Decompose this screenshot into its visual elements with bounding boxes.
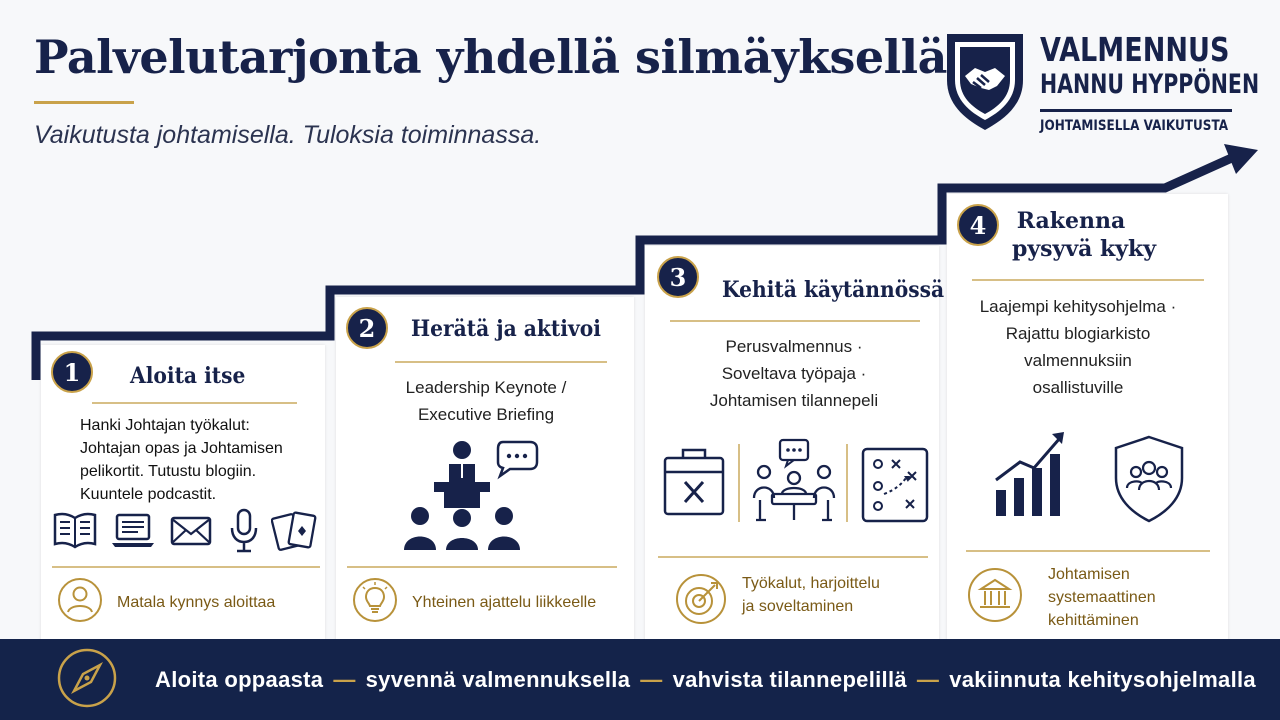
- summary-part: vakiinnuta kehitysohjelmalla: [949, 667, 1256, 692]
- icon-separator: [846, 444, 848, 522]
- team-shield-icon: [1112, 434, 1186, 524]
- step-3-number: 3: [657, 256, 699, 298]
- step-2-description: [386, 374, 586, 428]
- step-1-description: [80, 414, 283, 506]
- laptop-icon: [110, 512, 156, 550]
- step-4-title: [1012, 207, 1157, 263]
- step-3-desc-line: Johtamisen tilannepeli: [709, 391, 879, 410]
- step-2-footer-line: Yhteinen ajattelu liikkeelle: [412, 594, 597, 611]
- step-2-divider: [395, 361, 607, 363]
- page-subtitle: Vaikutusta johtamisella. Tuloksia toiminnassa.: [34, 121, 542, 149]
- step-4-desc-line: Laajempi kehitysohjelma ·: [979, 297, 1177, 316]
- envelope-icon: [169, 514, 213, 548]
- target-icon: [675, 573, 727, 625]
- meeting-icon: [752, 438, 836, 524]
- tactics-board-icon: [860, 446, 930, 524]
- step-4-desc-line: Rajattu blogiarkisto: [1005, 324, 1151, 343]
- step-2-desc-line: Executive Briefing: [417, 405, 555, 424]
- step-3-description: [694, 333, 894, 414]
- step-1-desc-line: pelikortit. Tutustu blogiin.: [80, 463, 257, 480]
- cards-icon: [271, 508, 319, 554]
- step-1-footer: [117, 591, 275, 614]
- step-2-number: 2: [346, 307, 388, 349]
- speaker-podium-icon: [400, 438, 540, 554]
- step-4-desc-line: valmennuksiin: [1024, 351, 1132, 370]
- step-1-number: 1: [51, 351, 93, 393]
- step-3-footer-divider: [658, 556, 928, 558]
- step-4-footer-line: Johtamisen: [1048, 566, 1130, 583]
- summary-separator: —: [333, 667, 356, 692]
- step-4-description: [978, 293, 1178, 401]
- step-2-title: Herätä ja aktivoi: [411, 316, 601, 342]
- step-2-footer-divider: [347, 566, 617, 568]
- step-1-title: Aloita itse: [130, 363, 246, 389]
- step-1-desc-line: Kuuntele podcastit.: [80, 486, 217, 503]
- step-4-footer-line: systemaattinen: [1048, 589, 1156, 606]
- logo-name-line1: VALMENNUS: [1040, 30, 1230, 69]
- step-3-divider: [670, 320, 920, 322]
- microphone-icon: [228, 508, 260, 554]
- summary-separator: —: [916, 667, 940, 692]
- summary-separator: —: [640, 667, 663, 692]
- compass-icon: [56, 647, 118, 709]
- institution-icon: [967, 567, 1023, 623]
- step-1-divider: [92, 402, 297, 404]
- step-2-footer: [412, 591, 596, 614]
- logo-name-line2: HANNU HYPPÖNEN: [1040, 69, 1260, 100]
- lightbulb-icon: [352, 577, 398, 623]
- step-4-number: 4: [957, 204, 999, 246]
- growth-chart-icon: [990, 428, 1070, 520]
- toolbox-icon: [661, 444, 727, 518]
- step-1-footer-line: Matala kynnys aloittaa: [117, 594, 276, 611]
- step-3-desc-line: Perusvalmennus ·: [725, 337, 863, 356]
- step-1-desc-line: Johtajan opas ja Johtamisen: [80, 440, 283, 457]
- page-title: Palvelutarjonta yhdellä silmäyksellä: [34, 30, 947, 84]
- step-4-divider: [972, 279, 1204, 281]
- summary-part: vahvista tilannepelillä: [672, 667, 907, 692]
- logo-tagline: JOHTAMISELLA VAIKUTUSTA: [1040, 118, 1229, 134]
- step-3-footer-line: ja soveltaminen: [742, 598, 854, 615]
- book-icon: [52, 510, 98, 550]
- step-3-footer-line: Työkalut, harjoittelu: [742, 575, 880, 592]
- summary-text: [155, 667, 1256, 693]
- title-underline: [34, 101, 134, 104]
- step-2-desc-line: Leadership Keynote /: [405, 378, 567, 397]
- step-4-footer-line: kehittäminen: [1048, 612, 1139, 629]
- handshake-shield-icon: [943, 28, 1027, 132]
- step-1-desc-line: Hanki Johtajan työkalut:: [80, 417, 250, 434]
- step-4-title-line: Rakenna: [1016, 208, 1126, 234]
- step-1-footer-divider: [52, 566, 320, 568]
- step-3-title: Kehitä käytännössä: [722, 277, 945, 303]
- step-3-footer: [742, 572, 880, 618]
- summary-part: Aloita oppaasta: [155, 667, 324, 692]
- step-4-desc-line: osallistuville: [1032, 378, 1124, 397]
- summary-part: syvennä valmennuksella: [365, 667, 631, 692]
- logo-divider: [1040, 109, 1232, 112]
- step-4-footer: [1048, 563, 1156, 632]
- step-4-title-line: pysyvä kyky: [1012, 236, 1157, 262]
- icon-separator: [738, 444, 740, 522]
- step-4-footer-divider: [966, 550, 1210, 552]
- step-3-desc-line: Soveltava työpaja ·: [721, 364, 867, 383]
- person-icon: [57, 577, 103, 623]
